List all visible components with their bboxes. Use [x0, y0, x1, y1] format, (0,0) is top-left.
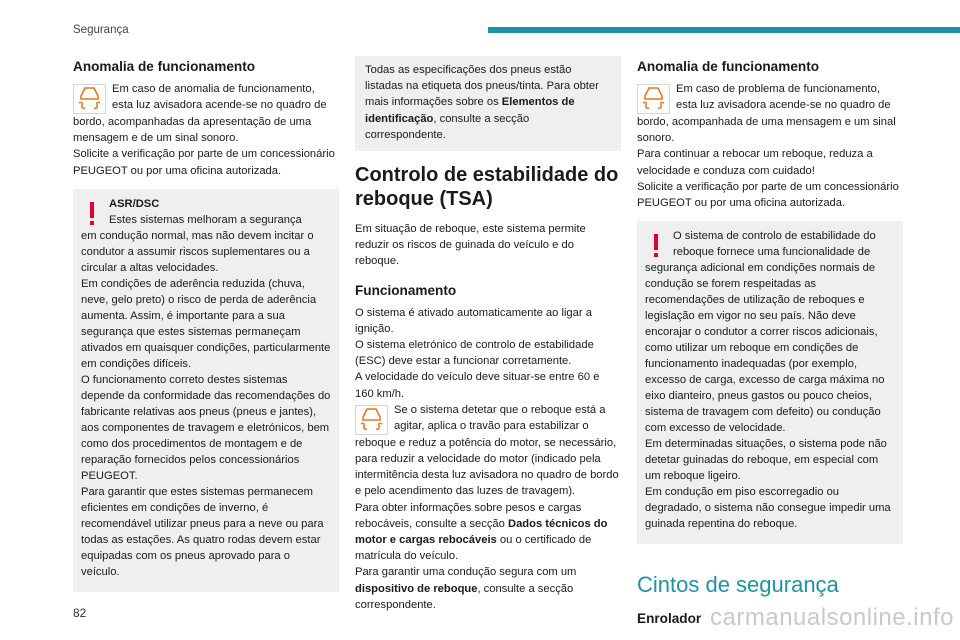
operation-p3: A velocidade do veículo deve situar-se entre 60 e 160 km/h.	[355, 371, 600, 400]
note-line1: Estes sistemas melhoram a segurança	[109, 213, 302, 226]
col1-para1-rest: bordo, acompanhadas da apresentação de uma mensagem e de um sinal sonoro.	[73, 116, 312, 145]
page-number: 82	[73, 606, 87, 620]
note-para4: Para garantir que estes sistemas permanecem eficientes em condições de inverno, é recomendável utilizar pneus para a neve ou para todas as estações. As quatro rodas devem estar equipadas com os pneus aprovado para o veículo.	[81, 485, 324, 578]
col3-para1-line1: Em caso de problema de funcionamento,	[676, 83, 880, 95]
skid-warning-light-icon	[73, 84, 106, 114]
operation-p1: O sistema é ativado automaticamente ao ligar a ignição.	[355, 306, 592, 335]
column-2	[355, 56, 621, 613]
col3-note-para2: Em determinadas situações, o sistema pode não detetar guinadas do reboque, em especial com um reboque ligeiro.	[645, 438, 887, 483]
col1-para1-line1: Em caso de anomalia de funcionamento,	[112, 83, 315, 95]
icon-text-line1: Se o sistema detetar que o reboque está a	[394, 403, 606, 416]
header-accent-bar	[488, 27, 960, 33]
operation-p2: O sistema eletrónico de controlo de estabilidade (ESC) deve estar a funcionar corretamente.	[355, 339, 594, 368]
col1-para2: Solicite a verificação por parte de um concessionário PEUGEOT ou por uma oficina autorizada.	[73, 148, 335, 177]
col3-note-line1: O sistema de controlo de estabilidade do	[673, 230, 876, 243]
note-para2: Em condições de aderência reduzida (chuva, neve, gelo preto) o risco de perda de aderência aumenta. Assim, é importante para a sua segurança que estes sistemas permaneçam ativados em quaisquer condições, particularmente em condições difíceis.	[81, 277, 331, 370]
operation-p5: Para garantir uma condução segura com um dispositivo de reboque, consulte a secção correspondente.	[355, 566, 577, 611]
icon-text-line2: agitar, aplica o travão para estabilizar o	[394, 420, 589, 433]
col3-note-para3: Em condução em piso escorregadio ou degradado, o sistema não consegue impedir uma guinada repentina do reboque.	[645, 486, 891, 531]
note-title: ASR/DSC	[109, 197, 160, 210]
asr-dsc-note	[73, 189, 339, 592]
tyre-info-text: Todas as especificações dos pneus estão listadas na etiqueta dos pneus/tinta. Para obter mais informações sobre os Elementos de identificação, consulte a secção correspondente.	[365, 64, 599, 141]
retractor-heading: Enrolador	[637, 611, 702, 627]
seatbelts-title: Cintos de segurança	[637, 572, 839, 598]
col1-heading: Anomalia de funcionamento	[73, 59, 256, 74]
col1-para1-line2: esta luz avisadora acende-se no quadro de	[112, 99, 327, 112]
col3-note-line2: reboque fornece uma funcionalidade de	[673, 246, 871, 259]
tsa-intro: Em situação de reboque, este sistema permite reduzir os riscos de guinada do veículo e do reboque.	[355, 223, 586, 268]
col3-para1-line2: esta luz avisadora acende-se no quadro de	[676, 99, 891, 112]
skid-warning-light-icon	[637, 84, 670, 114]
exclamation-icon	[649, 232, 663, 260]
col3-para2: Para continuar a rebocar um reboque, reduza a velocidade e conduza com cuidado!	[637, 148, 873, 177]
operation-heading: Funcionamento	[355, 282, 457, 298]
tyre-info-box	[355, 56, 621, 151]
note-rest: em condução normal, mas não devem incitar o condutor a assumir riscos suplementares ou a circular a altas velocidades.	[81, 229, 314, 274]
watermark: carmanualsonline.info	[710, 604, 954, 631]
col3-heading: Anomalia de funcionamento	[637, 59, 820, 74]
col3-para1-rest: bordo, acompanhada de uma mensagem e um sinal sonoro.	[637, 116, 896, 145]
icon-text-rest: reboque e reduz a potência do motor, se necessário, para reduzir a velocidade do motor (indicado pela intermitência desta luz avisadora no quadro de bordo e pelo acendimento das luzes de travagem).	[355, 436, 619, 498]
col3-para3: Solicite a verificação por parte de um concessionário PEUGEOT ou por uma oficina autorizada.	[637, 180, 899, 210]
exclamation-icon	[85, 200, 99, 228]
column-1	[73, 56, 339, 592]
tsa-title: Controlo de estabilidade do reboque (TSA)	[355, 164, 619, 211]
operation-p4: Para obter informações sobre pesos e cargas rebocáveis, consulte a secção Dados técnicos do motor e cargas rebocáveis ou o certificado de matrícula do veículo.	[355, 501, 608, 563]
col3-note-rest: segurança adicional em condições normais de condução se forem respeitadas as recomendações de utilização de reboques e legislação em vigor no seu país. Não deve encorajar o condutor a correr riscos adicionais, como utilizar um reboque em condições de funcionamento inadequadas (por exemplo, excesso de carga, excesso de carga máxima no eixo dianteiro, pneus gastos ou pouco cheios, sistema de travagem com defeito) ou condução com excesso de velocidade.	[645, 262, 885, 435]
note-para3: O funcionamento correto destes sistemas depende da conformidade das recomendações do fabricante relativas aos pneus (pneus e jantes), aos componentes de travagem e eletrónicos, bem como dos procedimentos de montagem e de reparação fornecidos pelos concessionários PEUGEOT.	[81, 373, 331, 482]
tsa-caution-note	[637, 221, 903, 544]
section-label: Segurança	[73, 24, 129, 36]
column-3	[637, 56, 903, 633]
skid-warning-light-icon	[355, 405, 388, 435]
